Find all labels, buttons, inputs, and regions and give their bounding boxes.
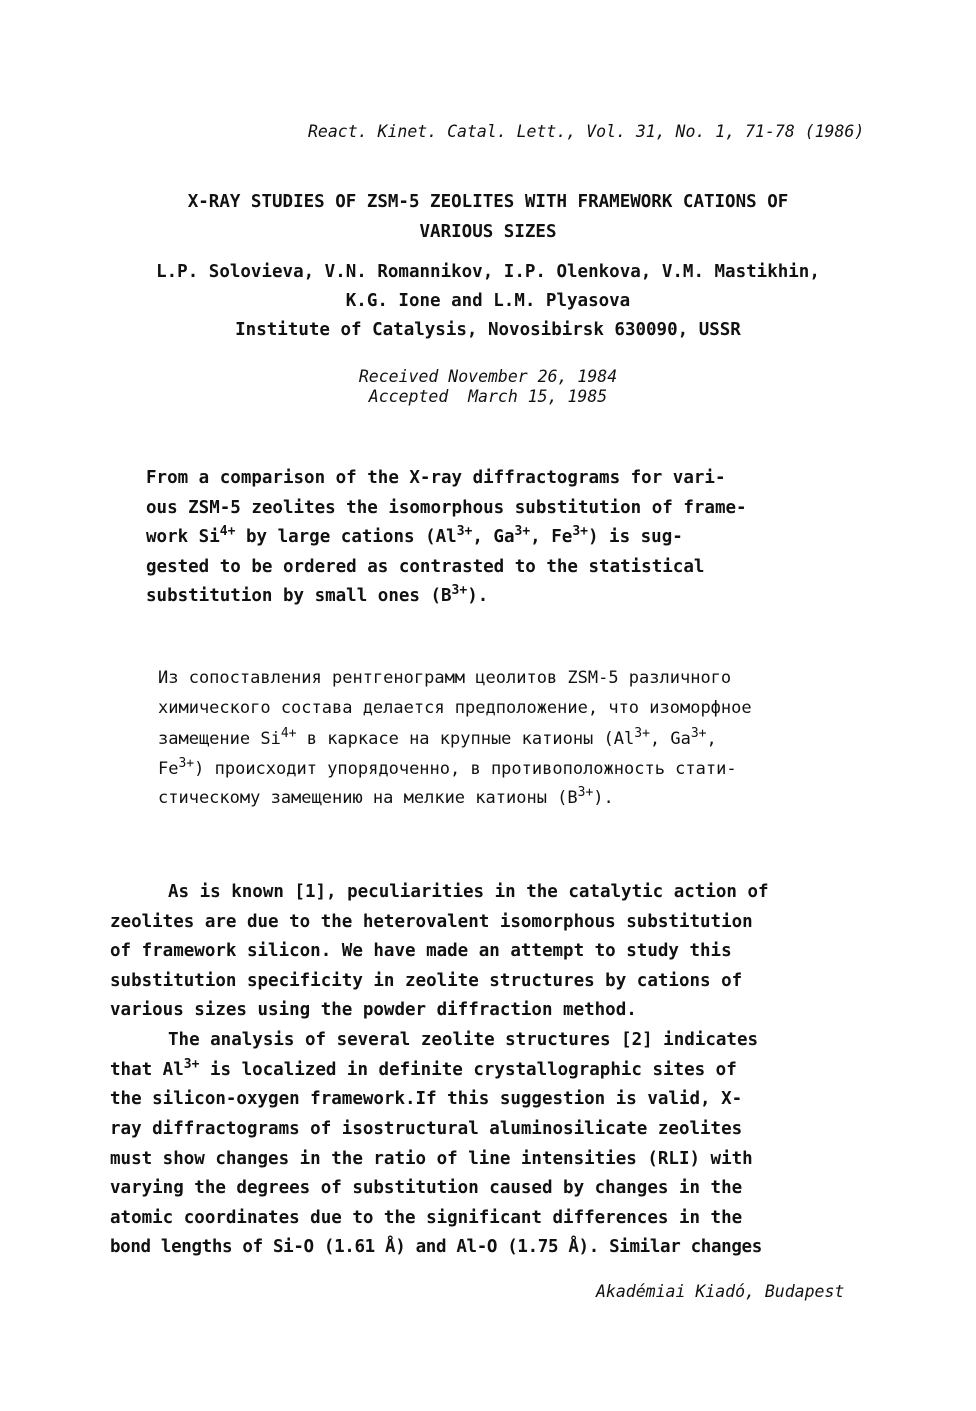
abstract-en-line: gested to be ordered as contrasted to the statistical: [146, 557, 705, 577]
body-line: that $Al^{3+}$ is localized in definite crystallographic sites of: [110, 1056, 737, 1080]
body-line: The analysis of several zeolite structures [2] indicates: [168, 1030, 759, 1050]
body-line: must show changes in the ratio of line intensities (RLI) with: [110, 1149, 753, 1169]
authors-line-2: K.G. Ione and L.M. Plyasova: [345, 291, 631, 311]
body-line: various sizes using the powder diffraction method.: [110, 1000, 637, 1020]
body-line: As is known [1], peculiarities in the catalytic action of: [168, 882, 769, 902]
authors-line-1: L.P. Solovieva, V.N. Romannikov, I.P. Olenkova, V.M. Mastikhin,: [156, 262, 820, 282]
body-line: varying the degrees of substitution caused by changes in the: [110, 1178, 743, 1198]
abstract-ru-line: химического состава делается предположение, что изоморфное: [158, 698, 752, 718]
accepted-date: Accepted March 15, 1985: [368, 387, 608, 406]
body-line: of framework silicon. We have made an attempt to study this: [110, 941, 732, 961]
abstract-ru-line: стическому замещению на мелкие катионы $(B^{3+})$.: [158, 784, 614, 808]
received-date: Received November 26, 1984: [358, 367, 618, 386]
abstract-en-line: From a comparison of the X-ray diffractograms for vari-: [146, 468, 726, 488]
title-line-1: X-RAY STUDIES OF ZSM-5 ZEOLITES WITH FRAMEWORK CATIONS OF: [187, 192, 789, 212]
abstract-en-line: work $Si^{4+}$ by large cations ($Al^{3+}$, $Ga^{3+}$, $Fe^{3+}$) is sug-: [146, 523, 683, 547]
body-line: the silicon-oxygen framework.If this suggestion is valid, X-: [110, 1089, 743, 1109]
abstract-ru-line: Из сопоставления рентгенограмм цеолитов ZSM-5 различного: [158, 668, 732, 688]
publisher-footer: Akadémiai Kiadó, Budapest: [596, 1282, 845, 1301]
body-line: substitution specificity in zeolite structures by cations of: [110, 971, 743, 991]
body-line: bond lengths of Si-O (1.61 Å) and Al-O (1.75 Å). Similar changes: [110, 1237, 762, 1257]
affiliation: Institute of Catalysis, Novosibirsk 630090, USSR: [235, 320, 741, 340]
body-line: atomic coordinates due to the significant differences in the: [110, 1208, 743, 1228]
body-line: zeolites are due to the heterovalent isomorphous substitution: [110, 912, 753, 932]
abstract-ru-line: замещение $Si^{4+}$ в каркасе на крупные катионы ($Al^{3+}$, $Ga^{3+}$,: [158, 725, 717, 749]
abstract-en-line: substitution by small ones $(B^{3+})$.: [146, 582, 489, 606]
journal-reference: React. Kinet. Catal. Lett., Vol. 31, No. 1, 71-78 (1986): [308, 122, 865, 141]
abstract-ru-line: $Fe^{3+}$) происходит упорядоченно, в противоположность стати-: [158, 755, 737, 779]
title-line-2: VARIOUS SIZES: [419, 222, 557, 242]
body-line: ray diffractograms of isostructural aluminosilicate zeolites: [110, 1119, 743, 1139]
abstract-en-line: ous ZSM-5 zeolites the isomorphous substitution of frame-: [146, 498, 747, 518]
